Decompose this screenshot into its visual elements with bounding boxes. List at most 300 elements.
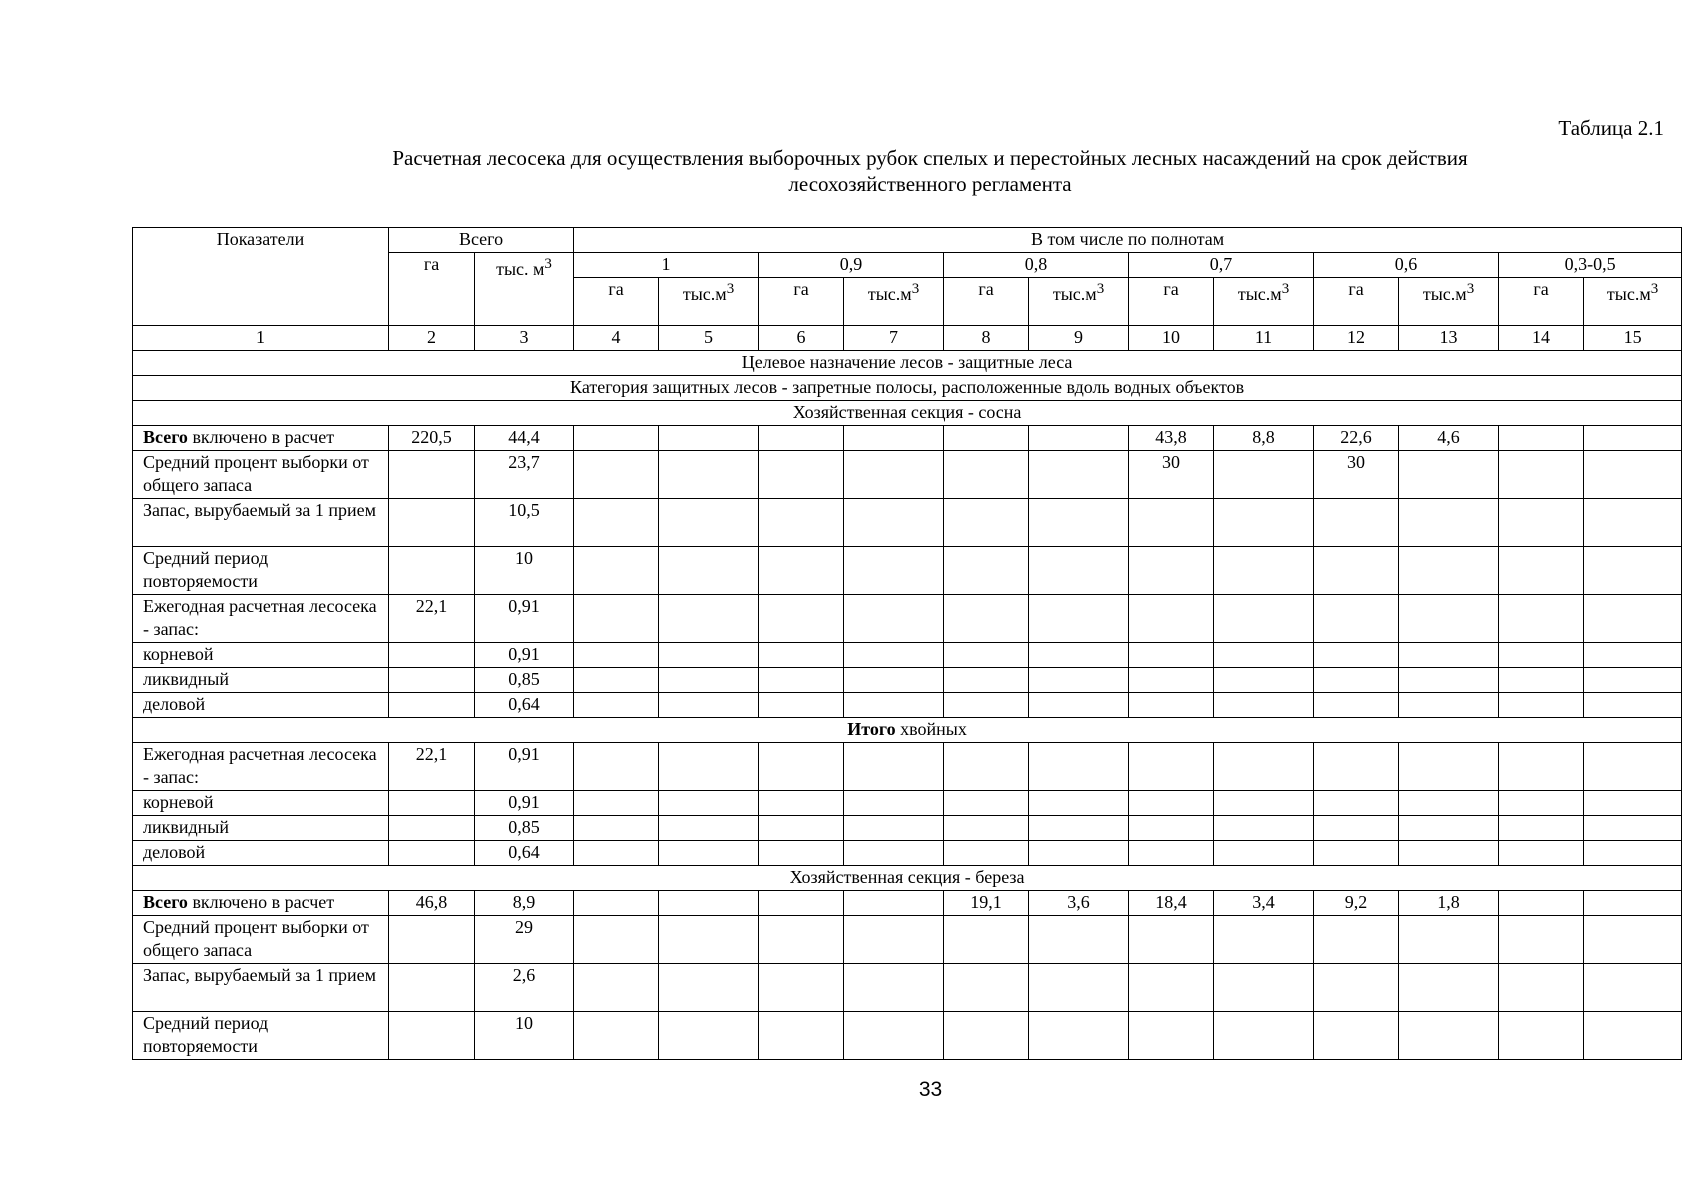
table-cell	[759, 547, 844, 595]
table-cell: 22,6	[1314, 426, 1399, 451]
page-number: 33	[918, 1078, 943, 1101]
table-cell	[574, 643, 659, 668]
section-title: Целевое назначение лесов - защитные леса	[133, 351, 1682, 376]
table-cell	[1499, 643, 1584, 668]
table-cell	[1129, 743, 1214, 791]
column-number: 7	[844, 326, 944, 351]
header-volume: $тыс.м^3$	[1399, 278, 1499, 326]
table-cell: 9,2	[1314, 891, 1399, 916]
table-cell: 220,5	[389, 426, 475, 451]
table-cell	[1584, 499, 1682, 547]
table-cell	[1314, 964, 1399, 1012]
table-row	[133, 668, 1682, 693]
table-cell	[389, 693, 475, 718]
column-number: 13	[1399, 326, 1499, 351]
table-cell	[659, 643, 759, 668]
table-cell	[844, 643, 944, 668]
row-label: Запас, вырубаемый за 1 прием	[133, 499, 389, 547]
table-row	[133, 595, 1682, 643]
table-cell	[1584, 693, 1682, 718]
table-row	[133, 451, 1682, 499]
table-cell	[659, 595, 759, 643]
table-cell	[659, 426, 759, 451]
table-cell	[1029, 693, 1129, 718]
table-cell	[844, 891, 944, 916]
table-cell	[944, 964, 1029, 1012]
table-cell	[1399, 964, 1499, 1012]
table-cell	[1314, 643, 1399, 668]
table-cell	[759, 964, 844, 1012]
column-number: 4	[574, 326, 659, 351]
column-number: 3	[475, 326, 574, 351]
table-cell	[1314, 595, 1399, 643]
table-cell	[1399, 916, 1499, 964]
table-cell	[944, 643, 1029, 668]
table-cell	[1029, 426, 1129, 451]
header-density: 0,9	[759, 253, 944, 278]
table-cell	[659, 964, 759, 1012]
table-cell	[1129, 816, 1214, 841]
table-cell	[1584, 916, 1682, 964]
table-cell: 0,91	[475, 643, 574, 668]
table-cell: 29	[475, 916, 574, 964]
table-title-line: Расчетная лесосека для осуществления выборочных рубок спелых и перестойных лесных насаждений на срок действия	[392, 146, 1468, 170]
table-cell	[1399, 693, 1499, 718]
header-ha: га	[944, 278, 1029, 326]
table-cell	[659, 891, 759, 916]
table-cell	[1029, 964, 1129, 1012]
table-cell	[1499, 891, 1584, 916]
table-cell	[389, 547, 475, 595]
table-cell	[1499, 964, 1584, 1012]
table-cell	[1029, 595, 1129, 643]
table-cell	[844, 791, 944, 816]
table-cell	[944, 668, 1029, 693]
table-cell	[1214, 693, 1314, 718]
table-cell	[1214, 1012, 1314, 1060]
column-number: 1	[133, 326, 389, 351]
table-cell: 23,7	[475, 451, 574, 499]
table-cell	[844, 1012, 944, 1060]
table-cell	[574, 451, 659, 499]
table-cell	[574, 1012, 659, 1060]
table-cell	[1314, 668, 1399, 693]
table-cell	[659, 451, 759, 499]
table-cell	[389, 499, 475, 547]
table-cell: 0,91	[475, 791, 574, 816]
header-density: 0,8	[944, 253, 1129, 278]
table-row	[133, 547, 1682, 595]
table-cell	[1399, 816, 1499, 841]
table-cell	[1214, 643, 1314, 668]
table-cell	[389, 668, 475, 693]
table-cell: 1,8	[1399, 891, 1499, 916]
column-number: 15	[1584, 326, 1682, 351]
table-cell	[1129, 668, 1214, 693]
table-cell	[1399, 791, 1499, 816]
table-cell: 0,85	[475, 816, 574, 841]
table-number: Таблица 2.1	[1558, 116, 1664, 140]
table-cell: 22,1	[389, 743, 475, 791]
table-cell	[1314, 743, 1399, 791]
table-cell: 10	[475, 1012, 574, 1060]
table-cell	[759, 891, 844, 916]
row-label: Всего включено в расчет	[133, 891, 389, 916]
section-row	[133, 401, 1682, 426]
table-cell	[659, 841, 759, 866]
section-title: Итого хвойных	[133, 718, 1682, 743]
table-cell	[944, 595, 1029, 643]
table-cell	[1499, 451, 1584, 499]
row-label: Запас, вырубаемый за 1 прием	[133, 964, 389, 1012]
table-cell	[1499, 499, 1584, 547]
table-cell	[1584, 451, 1682, 499]
table-cell	[1399, 595, 1499, 643]
table-cell	[1314, 791, 1399, 816]
table-cell	[1214, 964, 1314, 1012]
table-cell	[1314, 547, 1399, 595]
table-cell	[944, 1012, 1029, 1060]
row-label: Ежегодная расчетная лесосека - запас:	[133, 595, 389, 643]
row-label: Средний период повторяемости	[133, 1012, 389, 1060]
table-cell	[659, 916, 759, 964]
column-number: 14	[1499, 326, 1584, 351]
header-volume: $тыс.м^3$	[1214, 278, 1314, 326]
table-cell	[944, 791, 1029, 816]
table-cell	[1129, 791, 1214, 816]
table-cell	[1029, 499, 1129, 547]
table-cell	[1029, 791, 1129, 816]
column-number: 2	[389, 326, 475, 351]
table-cell	[759, 743, 844, 791]
table-cell: 2,6	[475, 964, 574, 1012]
table-cell	[659, 791, 759, 816]
column-number-row	[133, 326, 1682, 351]
table-cell	[574, 426, 659, 451]
forest-cutting-table	[132, 227, 1682, 1060]
table-cell	[389, 451, 475, 499]
table-row	[133, 643, 1682, 668]
table-cell	[1129, 499, 1214, 547]
table-cell	[1214, 595, 1314, 643]
table-cell	[1029, 451, 1129, 499]
table-cell	[1214, 841, 1314, 866]
section-row	[133, 351, 1682, 376]
table-cell	[1584, 1012, 1682, 1060]
table-cell	[844, 816, 944, 841]
table-cell	[659, 693, 759, 718]
table-row	[133, 499, 1682, 547]
column-number: 5	[659, 326, 759, 351]
table-cell	[844, 547, 944, 595]
table-cell	[389, 816, 475, 841]
section-row	[133, 718, 1682, 743]
table-cell	[389, 964, 475, 1012]
table-cell	[944, 499, 1029, 547]
row-label: ликвидный	[133, 816, 389, 841]
table-cell	[1314, 1012, 1399, 1060]
table-cell: 8,9	[475, 891, 574, 916]
table-cell: 3,4	[1214, 891, 1314, 916]
table-cell	[574, 743, 659, 791]
table-cell	[1214, 791, 1314, 816]
table-cell	[944, 841, 1029, 866]
table-row	[133, 1012, 1682, 1060]
table-cell	[659, 816, 759, 841]
table-cell	[1499, 668, 1584, 693]
header-density: 0,3-0,5	[1499, 253, 1682, 278]
header-volume: $тыс.м^3$	[1584, 278, 1682, 326]
table-cell	[1314, 693, 1399, 718]
table-title-line: лесохозяйственного регламента	[788, 172, 1072, 196]
table-cell	[944, 451, 1029, 499]
table-row	[133, 743, 1682, 791]
table-cell	[844, 693, 944, 718]
table-cell	[659, 743, 759, 791]
table-row	[133, 891, 1682, 916]
table-cell	[1399, 499, 1499, 547]
table-cell	[844, 841, 944, 866]
table-cell	[1584, 743, 1682, 791]
table-cell: 46,8	[389, 891, 475, 916]
table-row	[133, 791, 1682, 816]
table-cell	[1214, 547, 1314, 595]
table-cell	[844, 916, 944, 964]
table-cell: 30	[1129, 451, 1214, 499]
table-row	[133, 964, 1682, 1012]
table-cell	[1584, 791, 1682, 816]
table-cell	[759, 791, 844, 816]
row-label: деловой	[133, 841, 389, 866]
column-number: 9	[1029, 326, 1129, 351]
table-cell	[1129, 964, 1214, 1012]
table-cell	[844, 451, 944, 499]
table-cell	[1029, 643, 1129, 668]
table-cell	[759, 499, 844, 547]
table-cell	[944, 816, 1029, 841]
table-row	[133, 426, 1682, 451]
table-cell	[844, 499, 944, 547]
table-cell	[844, 595, 944, 643]
table-cell	[1029, 743, 1129, 791]
table-cell	[1129, 693, 1214, 718]
header-density: 0,6	[1314, 253, 1499, 278]
table-cell	[844, 964, 944, 1012]
header-volume: $тыс.м^3$	[659, 278, 759, 326]
row-label: Средний период повторяемости	[133, 547, 389, 595]
table-cell	[1499, 595, 1584, 643]
header-density: 0,7	[1129, 253, 1314, 278]
table-cell	[1129, 643, 1214, 668]
table-cell: 30	[1314, 451, 1399, 499]
table-cell	[1129, 1012, 1214, 1060]
table-cell	[844, 426, 944, 451]
table-cell: 0,91	[475, 595, 574, 643]
table-cell	[389, 841, 475, 866]
table-cell	[1214, 499, 1314, 547]
table-cell: 43,8	[1129, 426, 1214, 451]
table-cell	[1214, 668, 1314, 693]
table-cell	[1399, 841, 1499, 866]
table-cell	[574, 816, 659, 841]
table-cell	[1399, 1012, 1499, 1060]
table-cell	[1499, 841, 1584, 866]
table-cell	[944, 743, 1029, 791]
header-indicators: Показатели	[133, 228, 389, 326]
header-total-ha: га	[389, 253, 475, 326]
table-cell: 44,4	[475, 426, 574, 451]
table-cell: 0,64	[475, 693, 574, 718]
header-ha: га	[1499, 278, 1584, 326]
section-row	[133, 866, 1682, 891]
table-cell	[574, 668, 659, 693]
table-cell	[574, 916, 659, 964]
section-title: Категория защитных лесов - запретные полосы, расположенные вдоль водных объектов	[133, 376, 1682, 401]
table-cell: 0,91	[475, 743, 574, 791]
table-cell	[574, 595, 659, 643]
table-cell	[1129, 547, 1214, 595]
table-cell	[1584, 668, 1682, 693]
table-cell	[944, 693, 1029, 718]
table-cell	[1029, 1012, 1129, 1060]
table-cell	[759, 451, 844, 499]
table-row	[133, 916, 1682, 964]
header-by-density: В том числе по полнотам	[574, 228, 1682, 253]
table-cell	[389, 1012, 475, 1060]
header-ha: га	[759, 278, 844, 326]
table-cell	[1399, 668, 1499, 693]
row-label: ликвидный	[133, 668, 389, 693]
table-cell	[1399, 743, 1499, 791]
table-cell	[1584, 547, 1682, 595]
table-cell: 8,8	[1214, 426, 1314, 451]
table-cell	[1584, 426, 1682, 451]
table-cell: 0,64	[475, 841, 574, 866]
table-cell	[1314, 816, 1399, 841]
table-cell	[1499, 1012, 1584, 1060]
table-cell	[844, 668, 944, 693]
table-cell: 10,5	[475, 499, 574, 547]
table-cell	[389, 643, 475, 668]
table-cell: 19,1	[944, 891, 1029, 916]
table-cell	[1029, 816, 1129, 841]
column-number: 8	[944, 326, 1029, 351]
table-cell	[659, 1012, 759, 1060]
table-cell: 3,6	[1029, 891, 1129, 916]
section-title: Хозяйственная секция - сосна	[133, 401, 1682, 426]
table-cell	[759, 595, 844, 643]
table-cell	[1584, 891, 1682, 916]
table-cell	[759, 693, 844, 718]
table-row	[133, 816, 1682, 841]
table-cell	[1499, 816, 1584, 841]
table-cell	[1499, 916, 1584, 964]
table-cell: 0,85	[475, 668, 574, 693]
table-cell	[944, 426, 1029, 451]
table-cell	[1029, 668, 1129, 693]
table-cell	[1214, 816, 1314, 841]
table-cell	[759, 668, 844, 693]
table-cell: 4,6	[1399, 426, 1499, 451]
table-cell	[1314, 499, 1399, 547]
table-cell	[844, 743, 944, 791]
table-cell	[659, 547, 759, 595]
table-cell	[1584, 816, 1682, 841]
table-cell	[1499, 547, 1584, 595]
table-cell	[1214, 916, 1314, 964]
table-row	[133, 841, 1682, 866]
table-cell	[759, 816, 844, 841]
table-cell	[1499, 743, 1584, 791]
row-label: Ежегодная расчетная лесосека - запас:	[133, 743, 389, 791]
column-number: 10	[1129, 326, 1214, 351]
column-number: 12	[1314, 326, 1399, 351]
column-number: 6	[759, 326, 844, 351]
table-cell	[1029, 841, 1129, 866]
table-cell	[759, 426, 844, 451]
table-cell	[574, 791, 659, 816]
table-cell	[574, 547, 659, 595]
row-label: Средний процент выборки от общего запаса	[133, 451, 389, 499]
table-cell	[1129, 916, 1214, 964]
row-label: корневой	[133, 791, 389, 816]
header-ha: га	[574, 278, 659, 326]
table-cell	[574, 499, 659, 547]
table-cell	[1399, 547, 1499, 595]
table-cell	[1584, 595, 1682, 643]
table-cell	[574, 891, 659, 916]
table-cell	[389, 916, 475, 964]
table-cell	[1029, 916, 1129, 964]
header-total-volume: тыс. $м^3$	[475, 253, 574, 326]
table-cell	[1399, 451, 1499, 499]
row-label: Всего включено в расчет	[133, 426, 389, 451]
header-density: 1	[574, 253, 759, 278]
table-cell	[1584, 643, 1682, 668]
table-cell	[1029, 547, 1129, 595]
table-title	[250, 145, 1610, 197]
section-row	[133, 376, 1682, 401]
table-cell	[659, 668, 759, 693]
row-label: корневой	[133, 643, 389, 668]
table-cell	[1584, 964, 1682, 1012]
table-cell: 22,1	[389, 595, 475, 643]
row-label: Средний процент выборки от общего запаса	[133, 916, 389, 964]
table-cell	[574, 964, 659, 1012]
table-cell	[1129, 595, 1214, 643]
header-total: Всего	[389, 228, 574, 253]
header-ha: га	[1129, 278, 1214, 326]
table-cell	[1214, 743, 1314, 791]
table-cell	[1214, 451, 1314, 499]
table-cell	[1129, 841, 1214, 866]
table-cell	[944, 916, 1029, 964]
section-title: Хозяйственная секция - береза	[133, 866, 1682, 891]
table-cell	[944, 547, 1029, 595]
column-number: 11	[1214, 326, 1314, 351]
table-cell	[759, 841, 844, 866]
table-cell: 18,4	[1129, 891, 1214, 916]
header-volume: $тыс.м^3$	[1029, 278, 1129, 326]
table-cell	[1314, 841, 1399, 866]
table-cell	[1584, 841, 1682, 866]
table-cell	[1314, 916, 1399, 964]
table-cell	[1499, 791, 1584, 816]
table-cell	[574, 841, 659, 866]
table-cell	[1499, 693, 1584, 718]
table-row	[133, 693, 1682, 718]
table-cell	[759, 916, 844, 964]
